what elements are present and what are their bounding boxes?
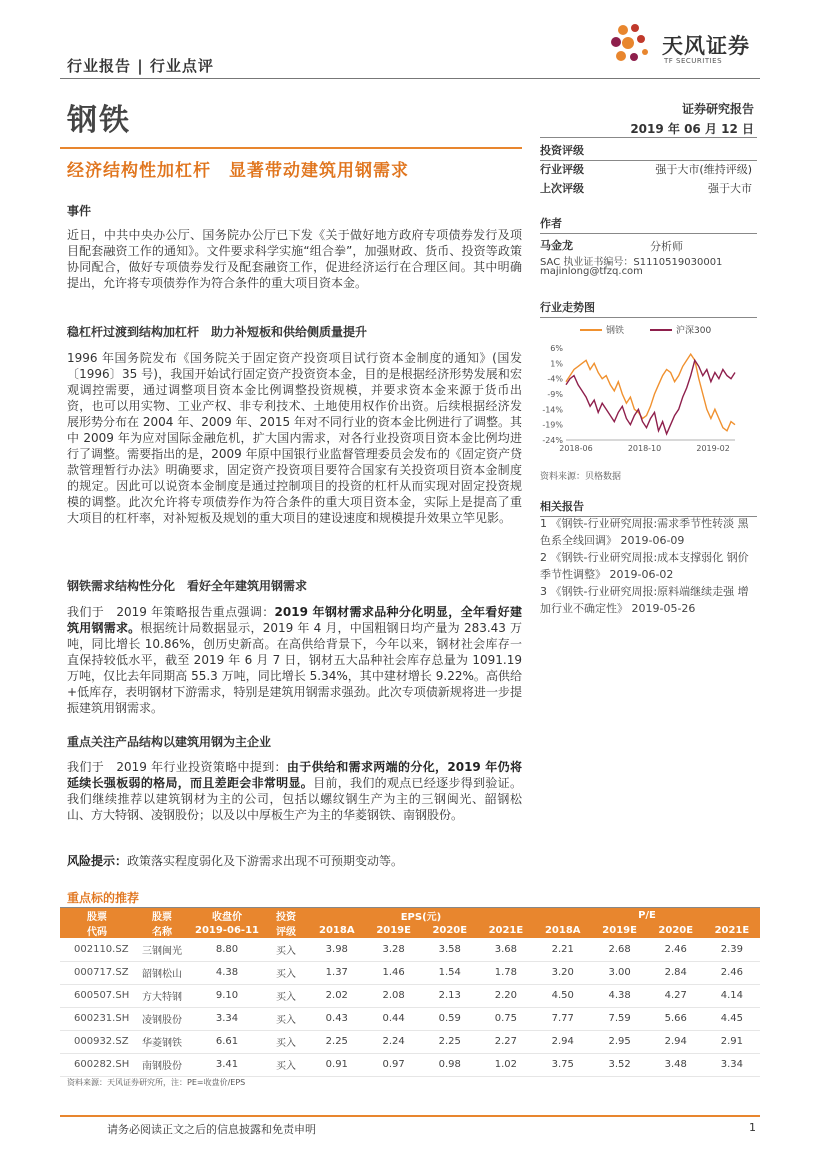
table-cell: 0.43 <box>308 1007 366 1030</box>
table-cell: 3.98 <box>308 938 366 961</box>
table-row <box>60 984 760 1007</box>
table-header-row <box>60 923 760 938</box>
stock-code-cell: 600507.SH <box>60 984 134 1007</box>
table-source: 资料来源：天风证券研究所，注：PE=收盘价/EPS <box>67 1078 246 1087</box>
company-logo <box>608 22 768 72</box>
table-row <box>60 1030 760 1053</box>
table-cell: 1.78 <box>478 961 534 984</box>
author-email[interactable]: majinlong@tfzq.com <box>540 266 643 277</box>
x-tick-label: 2018-10 <box>627 444 662 453</box>
author-cert: SAC 执业证书编号：S1110519030001 <box>540 257 723 268</box>
chart-heading: 行业走势图 <box>540 299 757 318</box>
table-cell: 2.21 <box>534 938 592 961</box>
table-title: 重点标的推荐 <box>67 891 140 905</box>
header-cell: 收盘价 <box>190 908 264 923</box>
y-tick-label: -9% <box>547 390 563 399</box>
table-cell: 4.38 <box>592 984 648 1007</box>
report-title: 经济结构性加杠杆 显著带动建筑用钢需求 <box>67 161 409 181</box>
table-cell: 买入 <box>264 1053 308 1076</box>
table-cell: 2.94 <box>534 1030 592 1053</box>
table-cell: 2.68 <box>592 938 648 961</box>
stock-code-cell: 600282.SH <box>60 1053 134 1076</box>
table-cell: 1.02 <box>478 1053 534 1076</box>
stock-name-cell: 华菱钢铁 <box>134 1030 190 1053</box>
table-cell: 2.25 <box>308 1030 366 1053</box>
table-body <box>60 938 760 1076</box>
y-tick-label: -24% <box>542 436 563 445</box>
header-cell: 股票 <box>60 908 134 923</box>
paragraph-demand: 我们于 2019 年策略报告重点强调：2019 年钢材需求品种分化明显，全年看好建筑用钢需求。根据统计局数据显示，2019 年 4 月，中国粗钢日均产量为 283.43 万吨，同比增长 10.86%，创历史新高。在高供给背景下，今年以来，钢材社会库存一直保持较低水平，截至 2019 年 6 月 7 日，钢材五大品种社会库存总量为 1091.19 万吨，仅比去年同期高 55.3 万吨，同比增长 5.34%，其中建材增长 9.22%。高供给+低库存，表明钢材下游需求，特别是建筑用钢需求强劲。此次专项债新规将进一步提振建筑用钢需求。 <box>67 605 523 715</box>
header-cell: 2020E <box>422 923 478 938</box>
table-row <box>60 938 760 961</box>
stock-name-cell: 南钢股份 <box>134 1053 190 1076</box>
section-heading-demand: 钢铁需求结构性分化 看好全年建筑用钢需求 <box>67 579 308 593</box>
table-cell: 3.34 <box>190 1007 264 1030</box>
chart-source: 资料来源：贝格数据 <box>540 472 622 482</box>
table-row <box>60 1007 760 1030</box>
table-cell: 1.37 <box>308 961 366 984</box>
table-cell: 2.13 <box>422 984 478 1007</box>
chart-legend <box>580 324 711 336</box>
table-cell: 2.46 <box>648 938 704 961</box>
rating-label: 上次评级 <box>540 182 584 195</box>
risk-warning: 风险提示：政策落实程度弱化及下游需求出现不可预期变动等。 <box>67 854 404 868</box>
table-cell: 0.75 <box>478 1007 534 1030</box>
header-cell: 2019-06-11 <box>190 923 264 938</box>
report-category: 行业报告 | 行业点评 <box>67 57 214 75</box>
table-cell: 2.25 <box>422 1030 478 1053</box>
table-cell: 3.28 <box>366 938 422 961</box>
header-cell: 2018A <box>534 923 592 938</box>
related-report-link[interactable]: 1 《钢铁-行业研究周报:需求季节性转淡 黑色系全线回调》 2019-06-09 <box>540 517 749 547</box>
x-tick-label: 2018-06 <box>559 444 593 453</box>
header-cell: 名称 <box>134 923 190 938</box>
author-name: 马金龙 <box>540 239 573 252</box>
page-number: 1 <box>749 1121 756 1134</box>
table-cell: 2.84 <box>648 961 704 984</box>
author-title: 分析师 <box>650 240 683 253</box>
stock-name-cell: 三钢闽光 <box>134 938 190 961</box>
table-cell: 3.52 <box>592 1053 648 1076</box>
series-line <box>566 360 735 434</box>
table-cell: 6.61 <box>190 1030 264 1053</box>
x-tick-label: 2019-02 <box>696 444 730 453</box>
table-cell: 2.95 <box>592 1030 648 1053</box>
table-cell: 1.54 <box>422 961 478 984</box>
rating-heading: 投资评级 <box>540 142 757 161</box>
table-cell: 买入 <box>264 961 308 984</box>
table-cell: 3.34 <box>704 1053 760 1076</box>
header-cell: 评级 <box>264 923 308 938</box>
table-cell: 9.10 <box>190 984 264 1007</box>
y-tick-label: 1% <box>550 359 563 369</box>
header-cell: 2019E <box>366 923 422 938</box>
header-cell: 代码 <box>60 923 134 938</box>
table-cell: 5.66 <box>648 1007 704 1030</box>
footer-disclaimer[interactable]: 请务必阅读正文之后的信息披露和免责申明 <box>107 1123 316 1136</box>
table-cell: 2.27 <box>478 1030 534 1053</box>
logo-subtext: TF SECURITIES <box>664 57 723 65</box>
related-report-link[interactable]: 3 《钢铁-行业研究周报:原料端继续走强 增加行业不确定性》 2019-05-26 <box>540 585 749 615</box>
table-cell: 0.98 <box>422 1053 478 1076</box>
stock-name-cell: 凌钢股份 <box>134 1007 190 1030</box>
stock-name-cell: 韶钢松山 <box>134 961 190 984</box>
header-cell: 投资 <box>264 908 308 923</box>
paragraph-focus: 我们于 2019 年行业投资策略中提到：由于供给和需求两端的分化，2019 年仍将延续长强板弱的格局，而且差距会非常明显。目前，我们的观点已经逐步得到验证。我们继续推荐以建筑钢材为主的公司，包括以螺纹钢生产为主的三钢闽光、韶钢松山、方大特钢、凌钢股份；以及以中厚板生产为主的华菱钢铁、南钢股份。 <box>67 760 522 822</box>
table-row <box>60 961 760 984</box>
table-cell: 2.24 <box>366 1030 422 1053</box>
table-cell: 买入 <box>264 1030 308 1053</box>
industry-name: 钢铁 <box>67 103 131 138</box>
section-heading-leverage: 稳杠杆过渡到结构加杠杆 助力补短板和供给侧质量提升 <box>67 325 368 339</box>
table-cell: 3.48 <box>648 1053 704 1076</box>
table-cell: 买入 <box>264 984 308 1007</box>
table-cell: 3.75 <box>534 1053 592 1076</box>
table-cell: 8.80 <box>190 938 264 961</box>
related-heading: 相关报告 <box>540 498 757 517</box>
table-cell: 2.08 <box>366 984 422 1007</box>
header-cell-pe: P/E <box>534 908 760 923</box>
table-cell: 0.44 <box>366 1007 422 1030</box>
header-cell: 股票 <box>134 908 190 923</box>
table-cell: 2.91 <box>704 1030 760 1053</box>
table-cell: 7.77 <box>534 1007 592 1030</box>
table-row <box>60 1053 760 1076</box>
table-cell: 3.58 <box>422 938 478 961</box>
stock-code-cell: 000717.SZ <box>60 961 134 984</box>
stock-recommendation-table <box>60 908 760 1077</box>
table-cell: 4.27 <box>648 984 704 1007</box>
author-heading: 作者 <box>540 215 757 234</box>
footer-divider <box>60 1115 760 1117</box>
section-heading-focus: 重点关注产品结构以建筑用钢为主企业 <box>67 735 272 749</box>
section-heading-event: 事件 <box>67 204 92 218</box>
rating-value: 强于大市(维持评级) <box>655 163 752 176</box>
table-cell: 0.97 <box>366 1053 422 1076</box>
header-cell: 2021E <box>704 923 760 938</box>
table-cell: 买入 <box>264 938 308 961</box>
table-cell: 0.91 <box>308 1053 366 1076</box>
table-cell: 0.59 <box>422 1007 478 1030</box>
industry-trend-chart <box>540 318 757 458</box>
table-cell: 3.20 <box>534 961 592 984</box>
table-cell: 2.94 <box>648 1030 704 1053</box>
chart-series <box>566 354 735 434</box>
table-cell: 2.20 <box>478 984 534 1007</box>
table-cell: 2.02 <box>308 984 366 1007</box>
header-cell-eps: EPS(元) <box>308 908 534 923</box>
paragraph-leverage: 1996 年国务院发布《国务院关于固定资产投资项目试行资本金制度的通知》(国发〔1996〕35 号)，我国开始试行固定资产投资资本金，目的是根据经济形势发展和宏观调控需要，通过调整项目资本金比例调整投资规模，并要求资本金来源于货币出资，也可以用实物、工业产权、非专利技术、土地使用权作价出资。后续根据经济发展形势分布在 2004 年、2009 年、2015 年对不同行业的资本金比例进行了调整。其中 2009 年为应对国际金融危机，扩大国内需求，对各行业投资项目资本金比例均进行了调整。需要指出的是，2009 年原中国银行业监督管理委员会发布的《固定资产贷款管理暂行办法》明确要求，固定资产投资项目要符合国家有关投资项目资本金制度的规定。因此可以说资本金制度是通过控制项目的投资的杠杆从而实现对固定投资规模的调整。此次允许将专项债券作为符合条件的重大项目资本金，实际上是提高了重大项目的杠杆率，对补短板及规划的重大项目的建设速度和规模提升效果立竿见影。 <box>67 351 522 525</box>
table-cell: 4.50 <box>534 984 592 1007</box>
title-divider <box>60 147 522 149</box>
table-header-row <box>60 908 760 923</box>
header-cell: 2019E <box>592 923 648 938</box>
legend-label: 沪深300 <box>676 326 712 336</box>
sidebar-divider <box>540 137 757 138</box>
stock-code-cell: 002110.SZ <box>60 938 134 961</box>
table-cell: 2.39 <box>704 938 760 961</box>
table-cell: 7.59 <box>592 1007 648 1030</box>
paragraph-event: 近日，中共中央办公厅、国务院办公厅已下发《关于做好地方政府专项债券发行及项目配套融资工作的通知》。文件要求科学实施“组合拳”，加强财政、货币、投资等政策协同配合，做好专项债券发行及配套融资工作，促进经济运行在合理区间。其中明确提出，允许将专项债券作为符合条件的重大项目资本金。 <box>67 228 522 290</box>
legend-label: 钢铁 <box>606 326 625 336</box>
y-axis <box>542 344 735 445</box>
header-cell: 2020E <box>648 923 704 938</box>
rating-label: 行业评级 <box>540 163 584 176</box>
stock-code-cell: 600231.SH <box>60 1007 134 1030</box>
rating-value: 强于大市 <box>708 182 752 195</box>
report-label: 证券研究报告 <box>681 102 754 116</box>
table-cell: 3.68 <box>478 938 534 961</box>
logo-text: 天风证券 <box>662 34 750 58</box>
stock-name-cell: 方大特钢 <box>134 984 190 1007</box>
table-cell: 2.46 <box>704 961 760 984</box>
table-cell: 4.38 <box>190 961 264 984</box>
table-cell: 3.00 <box>592 961 648 984</box>
y-tick-label: -14% <box>542 405 563 415</box>
header-divider <box>60 78 760 79</box>
y-tick-label: -4% <box>547 374 563 384</box>
header-cell: 2018A <box>308 923 366 938</box>
table-cell: 买入 <box>264 1007 308 1030</box>
y-tick-label: -19% <box>542 420 563 430</box>
table-cell: 1.46 <box>366 961 422 984</box>
table-cell: 4.45 <box>704 1007 760 1030</box>
report-date: 2019 年 06 月 12 日 <box>630 122 754 136</box>
logo-mark-icon <box>608 22 658 72</box>
stock-code-cell: 000932.SZ <box>60 1030 134 1053</box>
table-cell: 3.41 <box>190 1053 264 1076</box>
x-axis <box>559 444 730 453</box>
header-cell: 2021E <box>478 923 534 938</box>
related-report-link[interactable]: 2 《钢铁-行业研究周报:成本支撑弱化 钢价季节性调整》 2019-06-02 <box>540 551 749 581</box>
y-tick-label: 6% <box>550 344 563 353</box>
table-cell: 4.14 <box>704 984 760 1007</box>
